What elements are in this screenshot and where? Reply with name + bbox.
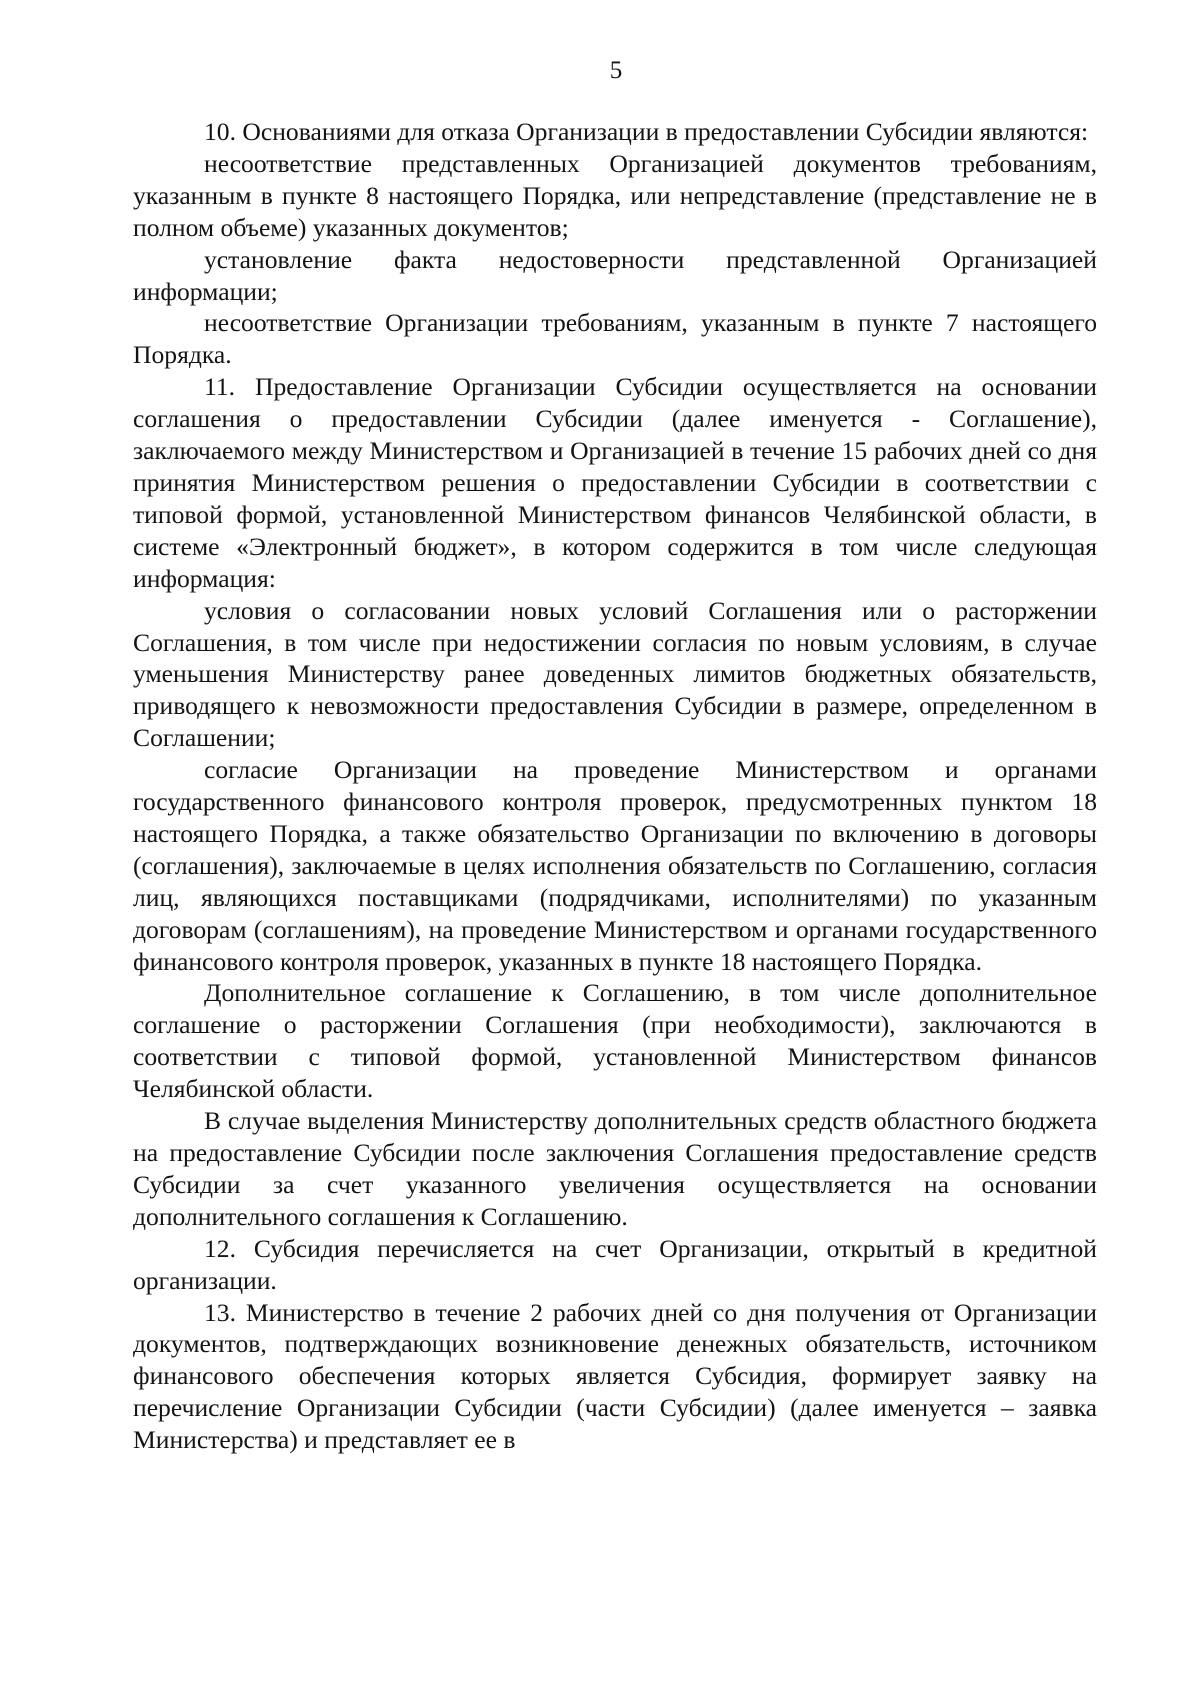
page-number: 5 — [609, 57, 623, 84]
paragraph-10: 10. Основаниями для отказа Организации в предоставлении Субсидии являются: — [204, 117, 1089, 146]
paragraph-12: 12. Субсидия перечисляется на счет Организации, открытый в кредитной организации. — [133, 1233, 1097, 1295]
paragraph-11-item-2: согласие Организации на проведение Министерством и органами государственного финансового контроля проверок, предусмотренных пунктом 18 настоящего Порядка, а также обязательство Организации по включению в договоры (соглашения), заключаемые в целях исполнения обязательств по Соглашению, согласия лиц, являющихся поставщиками (подрядчиками, исполнителями) по указанным договорам (соглашениям), на проведение Министерством и органами государственного финансового контроля проверок, указанных в пункте 18 настоящего Порядка. — [133, 755, 1097, 976]
paragraph-additional-funds: В случае выделения Министерству дополнительных средств областного бюджета на предоставление Субсидии после заключения Соглашения предоставление средств Субсидии за счет указанного увеличения осуществляется на основании дополнительного соглашения к Соглашению. — [133, 1106, 1097, 1231]
paragraph-10-reason-3: несоответствие Организации требованиям, указанным в пункте 7 настоящего Порядка. — [133, 308, 1097, 370]
paragraph-11: 11. Предоставление Организации Субсидии осуществляется на основании соглашения о предоставлении Субсидии (далее именуется - Соглашение), заключаемого между Министерством и Организацией в течение 15 рабочих дней со дня принятия Министерством решения о предоставлении Субсидии в соответствии с типовой формой, установленной Министерством финансов Челябинской области, в системе «Электронный бюджет», в котором содержится в том числе следующая информация: — [133, 372, 1097, 593]
paragraph-11-item-1: условия о согласовании новых условий Соглашения или о расторжении Соглашения, в том числе при недостижении согласия по новым условиям, в случае уменьшения Министерству ранее доведенных лимитов бюджетных обязательств, приводящего к невозможности предоставления Субсидии в размере, определенном в Соглашении; — [133, 595, 1097, 753]
paragraph-additional-agreement: Дополнительное соглашение к Соглашению, в том числе дополнительное соглашение о расторжении Соглашения (при необходимости), заключаются в соответствии с типовой формой, установленной Министерством финансов Челябинской области. — [133, 978, 1097, 1104]
paragraph-10-reason-2: установление факта недостоверности представленной Организацией информации; — [133, 244, 1097, 306]
document-body — [133, 116, 1097, 1456]
paragraph-10-reason-1: несоответствие представленных Организацией документов требованиям, указанным в пункте 8 настоящего Порядка, или непредставление (представление не в полном объеме) указанных документов; — [133, 148, 1097, 242]
paragraph-13: 13. Министерство в течение 2 рабочих дней со дня получения от Организации документов, подтверждающих возникновение денежных обязательств, источником финансового обеспечения которых является Субсидия, формирует заявку на перечисление Организации Субсидии (части Субсидии) (далее именуется – заявка Министерства) и представляет ее в — [133, 1297, 1097, 1455]
